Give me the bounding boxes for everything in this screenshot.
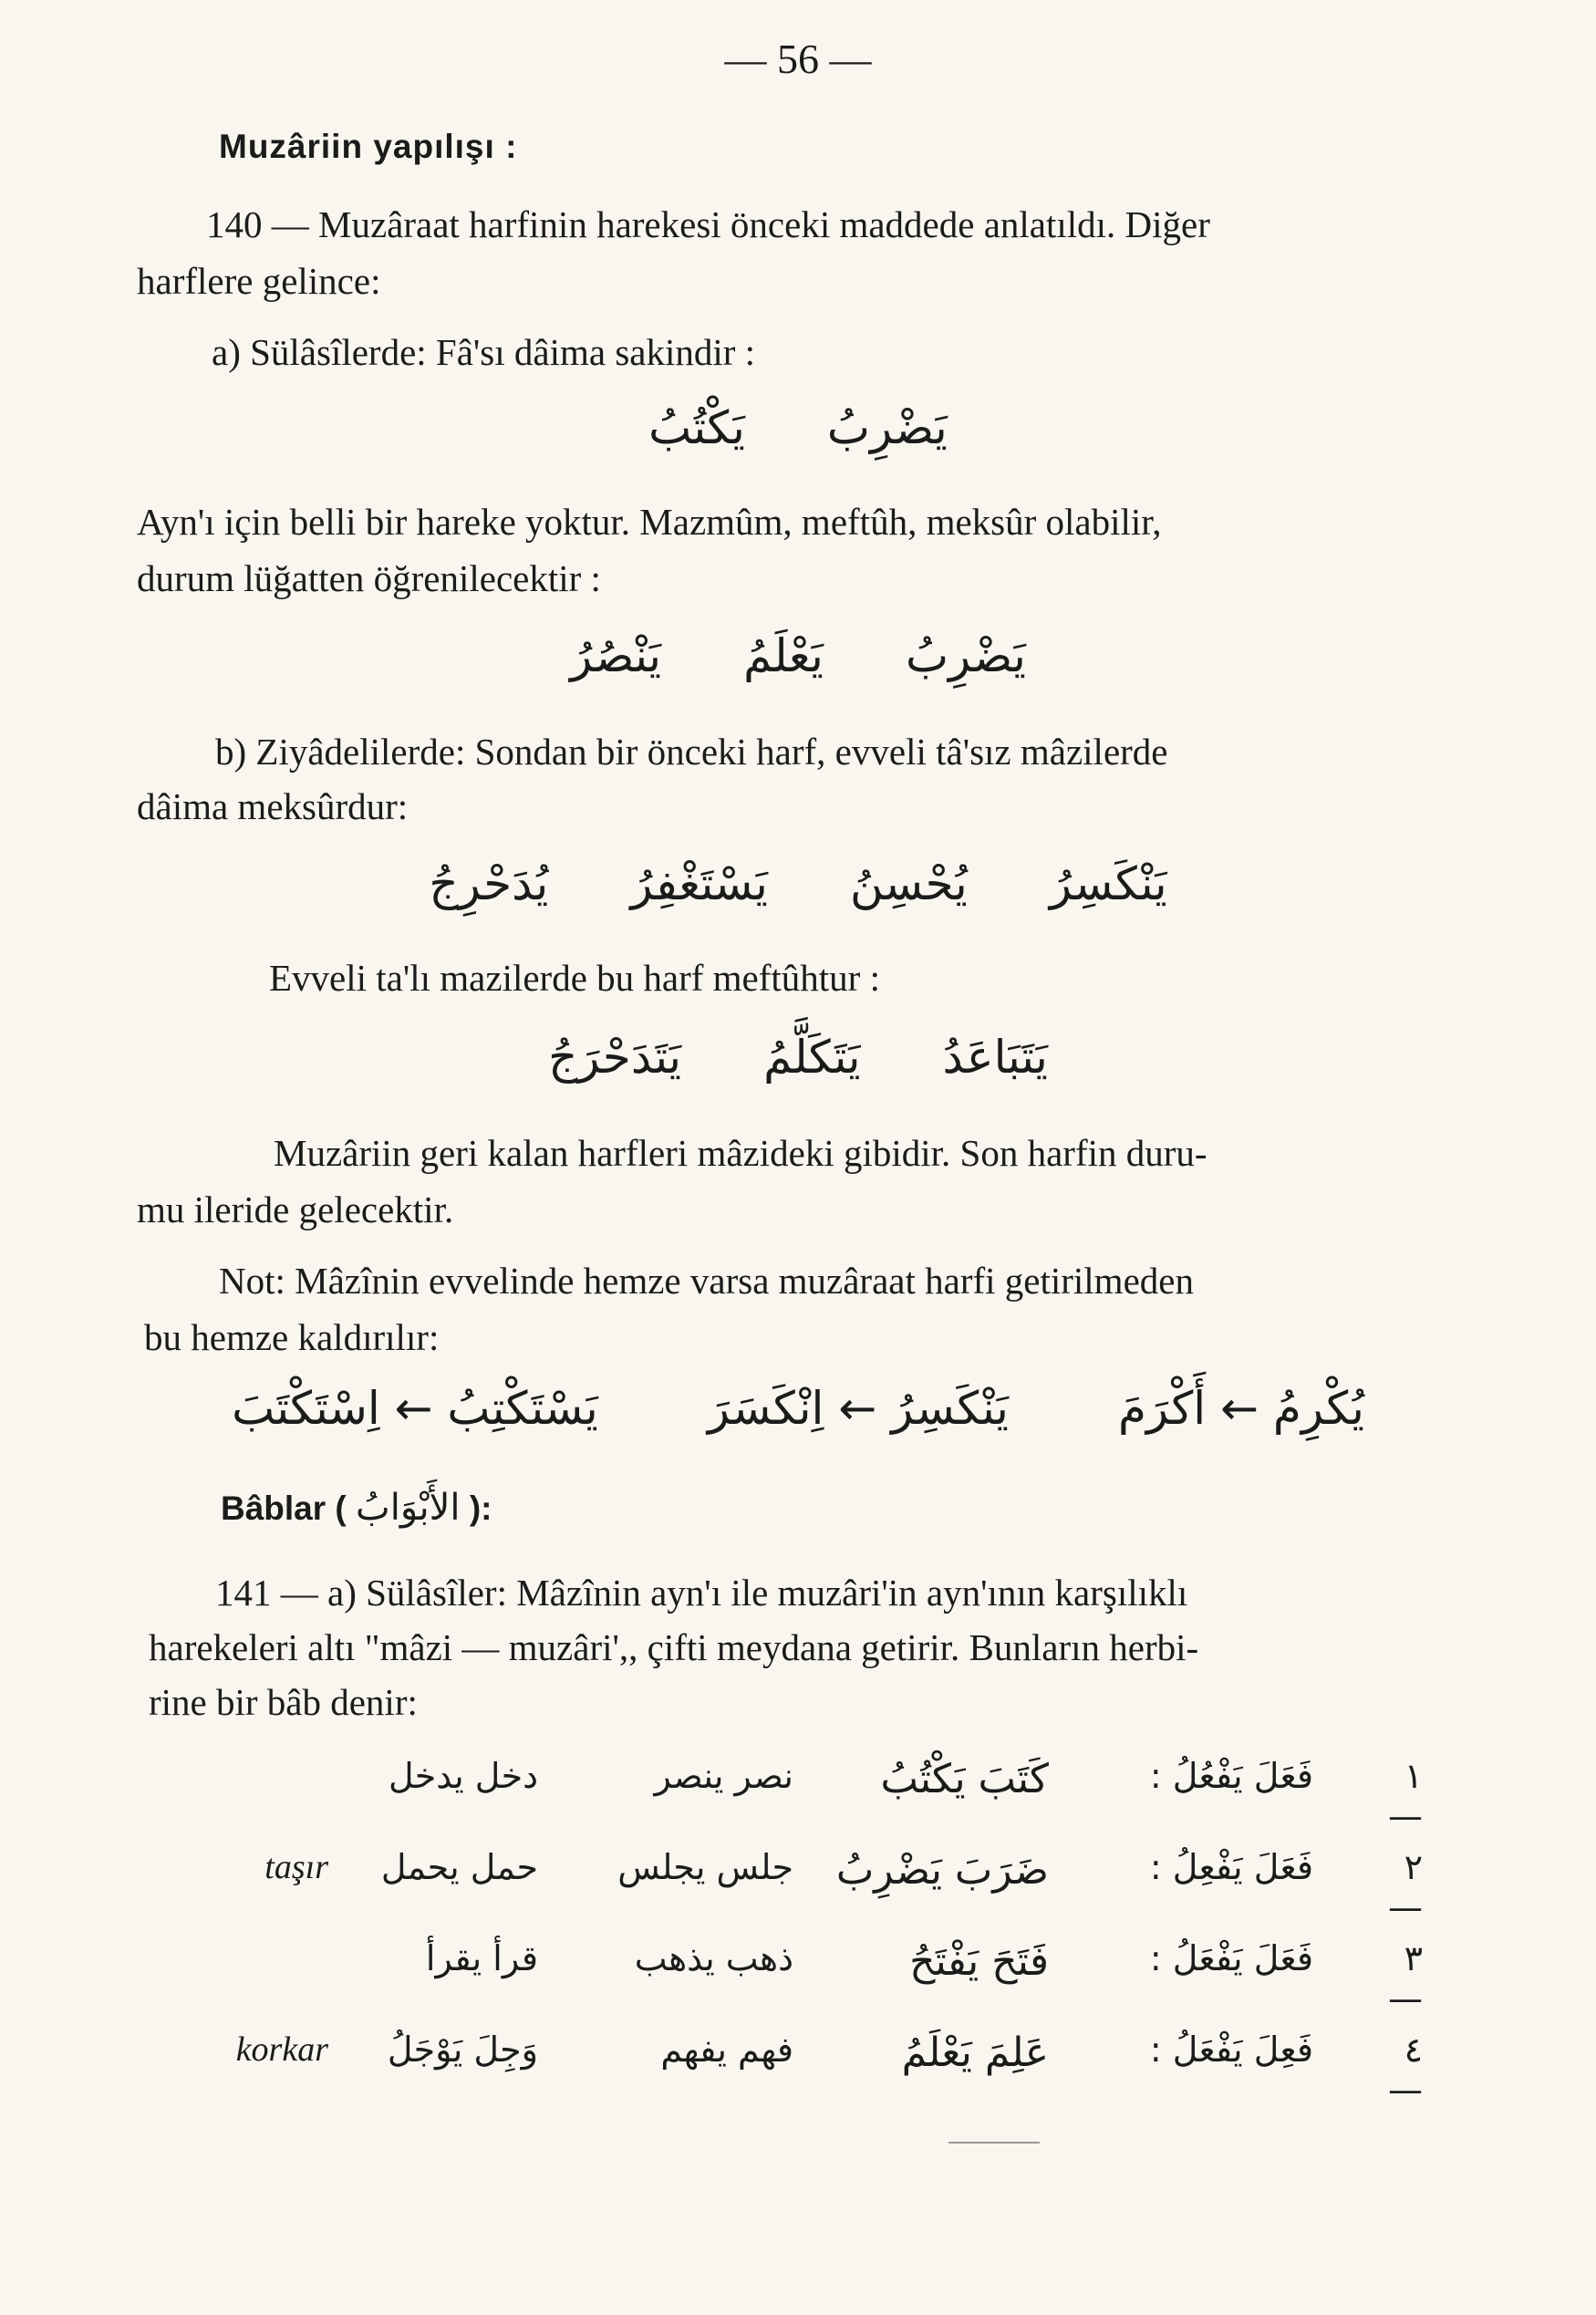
arabic-word: يَتَدَحْرَجُ: [548, 1031, 682, 1084]
bablar-label: Bâblar (: [221, 1490, 347, 1527]
table-row: [192, 2030, 1423, 2110]
row-example: دخل يدخل: [388, 1756, 538, 1796]
item-b-line1: b) Ziyâdelilerde: Sondan bir önceki harf, evveli tâ'sız mâzilerde: [215, 731, 1168, 773]
paragraph-140-line1: 140 — Muzâraat harfinin harekesi önceki maddede anlatıldı. Diğer: [206, 203, 1210, 245]
arabic-word: يَنْكَسِرُ: [1049, 857, 1167, 910]
paragraph-140-line2: harflere gelince:: [137, 260, 381, 302]
arabic-word: يَكْتُبُ: [648, 401, 745, 454]
row-example-voweled: عَلِمَ يَعْلَمُ: [901, 2030, 1049, 2076]
table-row: [192, 1756, 1423, 1836]
geri-line1: Muzâriin geri kalan harfleri mâzideki gibidir. Son harfin duru-: [274, 1132, 1207, 1174]
arabic-word: يُدَحْرِجُ: [429, 857, 549, 910]
ayn-line2: durum lüğatten öğrenilecektir :: [137, 557, 601, 599]
not-line2: bu hemze kaldırılır:: [144, 1316, 440, 1358]
arabic-word: يَسْتَغْفِرُ: [630, 857, 768, 910]
arabic-pair: يَنْكَسِرُ ← اِنْكَسَرَ: [707, 1382, 1009, 1435]
row-example: وَجِلَ يَوْجَلُ: [387, 2030, 538, 2070]
row-number: ٣ —: [1388, 1938, 1423, 2019]
item-b-line2: dâima meksûrdur:: [137, 785, 409, 827]
row-example: حمل يحمل: [380, 1847, 538, 1887]
not-line1: Not: Mâzînin evvelinde hemze varsa muzâraat harfi getirilmeden: [219, 1260, 1194, 1302]
paragraph-141-line2: harekeleri altı "mâzi — muzâri',, çifti meydana getirir. Bunların herbi-: [149, 1626, 1199, 1668]
row-pattern: فَعَلَ يَفْعِلُ :: [1149, 1847, 1313, 1887]
row-example: جلس يجلس: [617, 1847, 793, 1887]
row-example: ذهب يذهب: [634, 1938, 793, 1978]
arabic-word: يَضْرِبُ: [905, 629, 1026, 682]
row-number: ٢ —: [1388, 1847, 1423, 1927]
arabic-word: يُحْسِنُ: [849, 857, 968, 910]
table-row: [192, 1847, 1423, 1927]
row-example: نصر ينصر: [654, 1756, 793, 1796]
table-row: [192, 1938, 1423, 2019]
ayn-line1: Ayn'ı için belli bir hareke yoktur. Mazmûm, meftûh, meksûr olabilir,: [137, 501, 1162, 543]
footer-rule: [948, 2142, 1040, 2144]
row-example: فهم يفهم: [660, 2030, 793, 2070]
evveli-line: Evveli ta'lı mazilerde bu harf meftûhtur :: [269, 957, 880, 999]
row-example-voweled: فَتَحَ يَفْتَحُ: [909, 1938, 1049, 1985]
row-example-voweled: كَتَبَ يَكْتُبُ: [880, 1756, 1049, 1802]
paragraph-141-line3: rine bir bâb denir:: [149, 1681, 418, 1723]
arabic-word: يَنْصُرُ: [570, 629, 662, 682]
arabic-word: يَتَبَاعَدُ: [942, 1031, 1048, 1084]
row-pattern: فَعِلَ يَفْعَلُ :: [1149, 2030, 1313, 2070]
bablar-close: ):: [469, 1490, 492, 1527]
row-note: korkar: [235, 2030, 328, 2069]
geri-line2: mu ileride gelecektir.: [137, 1189, 454, 1230]
arabic-pair: يُكْرِمُ ← أَكْرَمَ: [1117, 1382, 1364, 1435]
arabic-examples-row3: [0, 857, 1596, 910]
page-number: — 56 —: [724, 36, 872, 82]
heading-bablar: [221, 1487, 492, 1529]
arabic-word: يَتَكَلَّمُ: [763, 1031, 861, 1084]
arabic-examples-row5: [0, 1382, 1596, 1435]
arabic-word: يَضْرِبُ: [826, 401, 948, 454]
row-example-voweled: ضَرَبَ يَضْرِبُ: [835, 1847, 1049, 1894]
row-note: taşır: [264, 1848, 328, 1886]
arabic-examples-row2: [0, 629, 1596, 682]
heading-muzari-yapilisi: Muzâriin yapılışı :: [219, 128, 518, 165]
arabic-pair: يَسْتَكْتِبُ ← اِسْتَكْتَبَ: [232, 1382, 598, 1435]
row-number: ٤ —: [1388, 2030, 1423, 2110]
bablar-arabic: الأَبْوَابُ: [356, 1487, 461, 1529]
row-pattern: فَعَلَ يَفْعَلُ :: [1149, 1938, 1313, 1978]
row-number: ١ —: [1388, 1756, 1423, 1836]
arabic-examples-row1: [0, 401, 1596, 454]
arabic-examples-row4: [0, 1031, 1596, 1084]
row-pattern: فَعَلَ يَفْعُلُ :: [1149, 1756, 1313, 1796]
item-a-line: a) Sülâsîlerde: Fâ'sı dâima sakindir :: [212, 331, 756, 373]
row-example: قرأ يقرأ: [425, 1938, 538, 1978]
paragraph-141-line1: 141 — a) Sülâsîler: Mâzînin ayn'ı ile muzâri'in ayn'ının karşılıklı: [215, 1572, 1188, 1614]
arabic-word: يَعْلَمُ: [743, 629, 824, 682]
